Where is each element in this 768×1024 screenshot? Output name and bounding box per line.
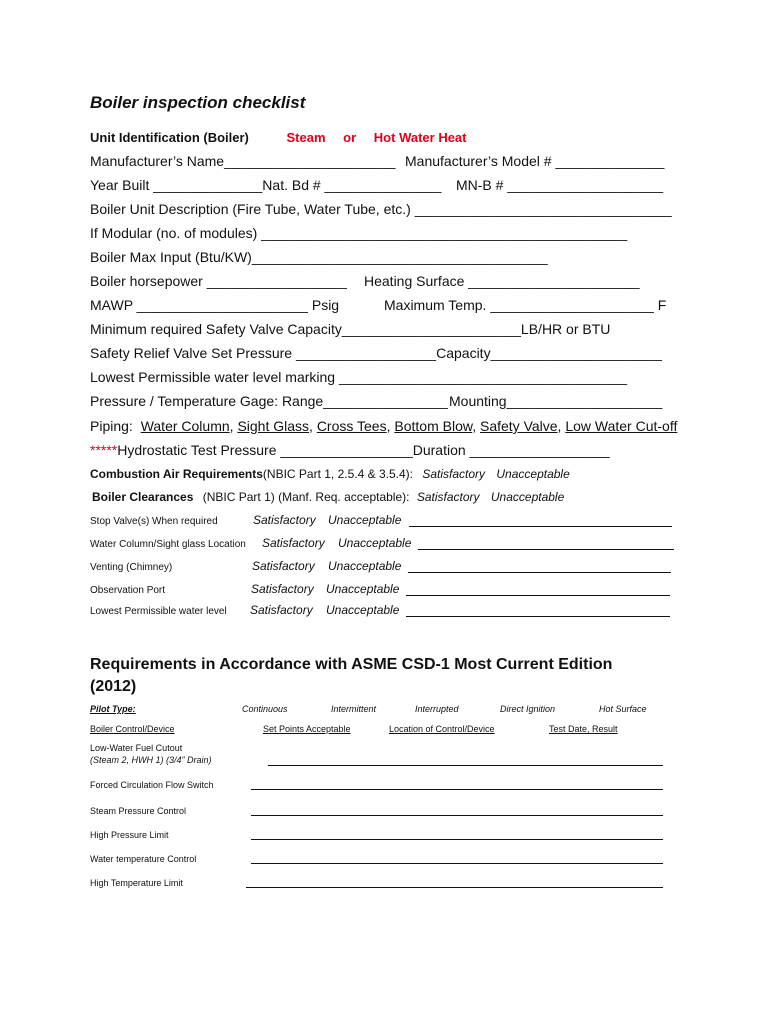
col-header-test-date: Test Date, Result — [549, 724, 618, 734]
pilot-direct-ignition: Direct Ignition — [500, 704, 556, 714]
clearances-label: Boiler Clearances — [92, 490, 194, 504]
check-line — [406, 595, 670, 596]
device-flow-switch: Forced Circulation Flow Switch — [90, 780, 214, 790]
combustion-air-label: Combustion Air Requirements — [90, 467, 263, 481]
lowest-level-marking-field: Lowest Permissible water level marking _____________________________________ — [90, 369, 628, 385]
check-satisfactory: Satisfactory — [251, 582, 314, 596]
pilot-continuous: Continuous — [242, 704, 288, 714]
check-satisfactory: Satisfactory — [252, 559, 315, 573]
asme-heading-line1: Requirements in Accordance with ASME CSD-1 Most Current Edition — [90, 656, 613, 673]
pilot-intermittent: Intermittent — [331, 704, 377, 714]
unit-description-field: Boiler Unit Description (Fire Tube, Water Tube, etc.) _________________________________ — [90, 201, 672, 217]
device-high-pressure-limit: High Pressure Limit — [90, 830, 169, 840]
stars-marker: ***** — [90, 442, 118, 458]
device-line — [246, 887, 663, 888]
device-water-temp-control: Water temperature Control — [90, 854, 197, 864]
device-high-temp-limit: High Temperature Limit — [90, 878, 183, 888]
piping-label: Piping: — [90, 418, 133, 434]
combustion-unacceptable: Unacceptable — [496, 467, 570, 481]
unit-identification — [90, 130, 467, 145]
col-header-location: Location of Control/Device — [389, 724, 495, 734]
check-line — [409, 526, 672, 527]
combustion-satisfactory: Satisfactory — [422, 467, 486, 481]
check-unacceptable: Unacceptable — [326, 582, 400, 596]
check-label-stop-valves: Stop Valve(s) When required — [90, 516, 218, 527]
unit-id-label: Unit Identification (Boiler) — [90, 130, 249, 145]
col-header-control-device: Boiler Control/Device — [90, 724, 175, 734]
device-low-water-note: (Steam 2, HWH 1) (3/4” Drain) — [90, 755, 212, 765]
check-unacceptable: Unacceptable — [338, 536, 412, 550]
hydrostatic-field: Hydrostatic Test Pressure _________________Duration __________________ — [117, 442, 610, 458]
manufacturer-name-field: Manufacturer’s Name______________________ — [90, 153, 396, 169]
check-label-observation-port: Observation Port — [90, 585, 166, 596]
clearances-satisfactory: Satisfactory — [416, 490, 480, 504]
check-line — [406, 616, 670, 617]
steam-option: Steam — [286, 130, 326, 145]
piping-sight-glass: Sight Glass — [237, 418, 310, 434]
device-low-water-fuel-cutout: Low-Water Fuel Cutout — [90, 743, 183, 753]
or-text: or — [343, 130, 357, 145]
check-label-lowest-level: Lowest Permissible water level — [90, 606, 227, 617]
check-unacceptable: Unacceptable — [328, 513, 402, 527]
piping-row: Piping: Water Column, Sight Glass, Cross Tees, Bottom Blow, Safety Valve, Low Water Cut-off — [90, 418, 678, 434]
check-label-water-column: Water Column/Sight glass Location — [90, 539, 246, 550]
horsepower-field: Boiler horsepower __________________ — [90, 273, 347, 289]
clearances-row — [92, 490, 564, 504]
check-unacceptable: Unacceptable — [328, 559, 402, 573]
clearances-ref: (NBIC Part 1) (Manf. Req. acceptable): — [202, 490, 410, 504]
piping-safety-valve: Safety Valve — [479, 418, 558, 434]
max-temp-field: Maximum Temp. _____________________ F — [384, 297, 667, 313]
page-title: Boiler inspection checklist — [90, 93, 306, 112]
check-unacceptable: Unacceptable — [326, 603, 400, 617]
safety-valve-capacity-field: Minimum required Safety Valve Capacity_______________________LB/HR or BTU — [90, 321, 611, 337]
device-line — [268, 765, 663, 766]
col-header-set-points: Set Points Acceptable — [263, 724, 351, 734]
device-steam-pressure-control: Steam Pressure Control — [90, 806, 187, 816]
piping-bottom-blow: Bottom Blow — [394, 418, 473, 434]
device-line — [251, 815, 663, 816]
check-satisfactory: Satisfactory — [253, 513, 316, 527]
check-line — [408, 572, 671, 573]
clearances-unacceptable: Unacceptable — [490, 490, 565, 504]
manufacturer-model-field: Manufacturer’s Model # ______________ — [405, 153, 665, 169]
check-satisfactory: Satisfactory — [262, 536, 325, 550]
pilot-type-label: Pilot Type: — [90, 704, 136, 714]
mn-b-field: MN-B # ____________________ — [456, 177, 664, 193]
asme-heading-line2: (2012) — [90, 678, 137, 695]
hydrostatic-row — [90, 442, 610, 458]
piping-water-column: Water Column — [140, 418, 230, 434]
pilot-hot-surface: Hot Surface — [599, 704, 647, 714]
heating-surface-field: Heating Surface ______________________ — [364, 273, 640, 289]
mounting-field: Mounting____________________ — [449, 393, 663, 409]
year-built-nat-bd-field: Year Built ______________Nat. Bd # _______________ — [90, 177, 442, 193]
pilot-interrupted: Interrupted — [415, 704, 459, 714]
piping-cross-tees: Cross Tees — [316, 418, 387, 434]
check-label-venting: Venting (Chimney) — [90, 562, 173, 573]
device-line — [251, 789, 663, 790]
check-satisfactory: Satisfactory — [250, 603, 313, 617]
check-line — [418, 549, 674, 550]
piping-low-water-cutoff: Low Water Cut-off — [565, 418, 678, 434]
relief-valve-set-pressure-field: Safety Relief Valve Set Pressure __________________Capacity______________________ — [90, 345, 662, 361]
hot-water-option: Hot Water Heat — [373, 130, 467, 145]
max-input-field: Boiler Max Input (Btu/KW)______________________________________ — [90, 249, 548, 265]
device-line — [251, 863, 663, 864]
combustion-air-row — [90, 467, 570, 481]
combustion-air-ref: (NBIC Part 1, 2.5.4 & 3.5.4): — [262, 467, 413, 481]
mawp-field: MAWP ______________________ Psig — [90, 297, 340, 313]
device-line — [251, 839, 663, 840]
gage-range-field: Pressure / Temperature Gage: Range________________ — [90, 393, 448, 409]
modular-field: If Modular (no. of modules) _______________________________________________ — [90, 225, 628, 241]
